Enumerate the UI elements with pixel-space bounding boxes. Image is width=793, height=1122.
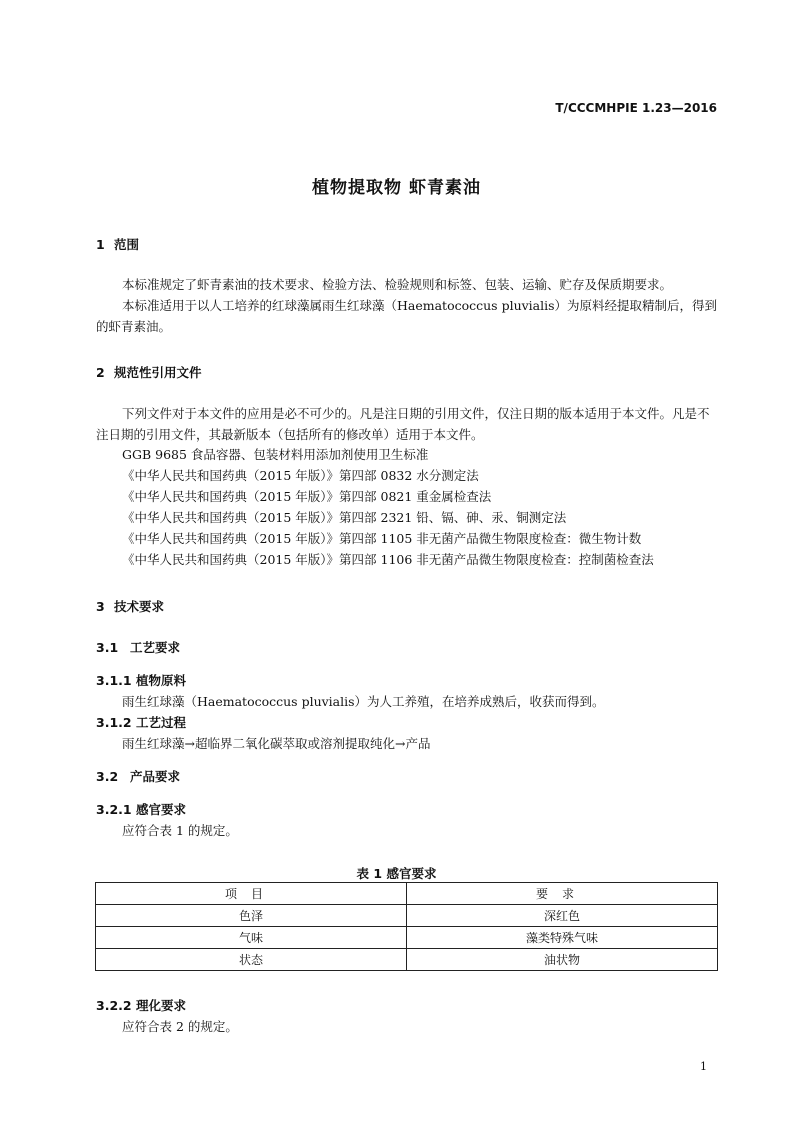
table-header-requirement: 要求 [407, 883, 718, 905]
section-title: 产品要求 [130, 769, 181, 784]
table-cell-item: 气味 [96, 927, 407, 949]
table-1-caption: 表 1 感官要求 [356, 866, 437, 881]
section-title: 技术要求 [114, 599, 165, 614]
section-3-heading [96, 597, 164, 615]
reference-item: 《中华人民共和国药典（2015 年版）》第四部 0832 水分测定法 [122, 468, 479, 483]
table-cell-requirement: 油状物 [407, 949, 718, 971]
table-row [96, 949, 718, 971]
section-title: 工艺要求 [130, 640, 181, 655]
table-row [96, 927, 718, 949]
table-header-item: 项目 [96, 883, 407, 905]
references-intro-text: 下列文件对于本文件的应用是必不可少的。凡是注日期的引用文件，仅注日期的版本适用于本文件。凡是不注日期的引用文件，其最新版本（包括所有的修改单）适用于本文件。 [96, 406, 710, 442]
section-number: 3.2.1 [96, 802, 132, 817]
reference-item: 《中华人民共和国药典（2015 年版）》第四部 1105 非无菌产品微生物限度检查：微生物计数 [122, 531, 642, 546]
section-number: 2 [96, 365, 105, 380]
section-3-1-1-heading [96, 671, 186, 689]
standard-code: T/CCCMHPIE 1.23—2016 [555, 101, 717, 115]
table-row [96, 905, 718, 927]
reference-item: 《中华人民共和国药典（2015 年版）》第四部 2321 铅、镉、砷、汞、铜测定法 [122, 510, 567, 525]
section-number: 3 [96, 599, 105, 614]
section-title: 规范性引用文件 [114, 365, 202, 380]
references-intro [96, 403, 718, 445]
section-1-heading [96, 235, 139, 253]
section-3-2-heading [96, 767, 180, 785]
section-title: 感官要求 [136, 802, 187, 817]
section-number: 3.1.2 [96, 715, 132, 730]
reference-item: 《中华人民共和国药典（2015 年版）》第四部 0821 重金属检查法 [122, 489, 492, 504]
sensory-requirements-table [95, 882, 718, 971]
section-number: 1 [96, 237, 105, 252]
section-title: 工艺过程 [136, 715, 187, 730]
section-2-heading [96, 363, 202, 381]
plant-material-text: 雨生红球藻（Haematococcus pluvialis）为人工养殖，在培养成熟后，收获而得到。 [122, 694, 605, 709]
section-3-1-heading [96, 638, 180, 656]
reference-item: 《中华人民共和国药典（2015 年版）》第四部 1106 非无菌产品微生物限度检查：控制菌检查法 [122, 552, 654, 567]
section-number: 3.1 [96, 640, 119, 655]
page-number: 1 [700, 1060, 707, 1073]
scope-text-1: 本标准规定了虾青素油的技术要求、检验方法、检验规则和标签、包装、运输、贮存及保质期要求。 [122, 277, 673, 292]
section-title: 植物原料 [136, 673, 187, 688]
document-title: 植物提取物 虾青素油 [312, 178, 481, 198]
scope-paragraph-1 [96, 274, 718, 295]
section-title: 理化要求 [136, 998, 187, 1013]
section-number: 3.2 [96, 769, 119, 784]
section-title: 范围 [114, 237, 140, 252]
process-text: 雨生红球藻→超临界二氧化碳萃取或溶剂提取纯化→产品 [122, 736, 431, 751]
table-cell-item: 状态 [96, 949, 407, 971]
table-cell-item: 色泽 [96, 905, 407, 927]
scope-text-2: 本标准适用于以人工培养的红球藻属雨生红球藻（Haematococcus pluvialis）为原料经提取精制后，得到的虾青素油。 [96, 298, 718, 334]
table-header-row [96, 883, 718, 905]
table-cell-requirement: 深红色 [407, 905, 718, 927]
sensory-requirement-text: 应符合表 1 的规定。 [122, 823, 238, 838]
table-cell-requirement: 藻类特殊气味 [407, 927, 718, 949]
section-3-2-2-heading [96, 996, 186, 1014]
section-3-2-1-heading [96, 800, 186, 818]
scope-paragraph-2 [96, 295, 718, 337]
reference-item: GGB 9685 食品容器、包装材料用添加剂使用卫生标准 [122, 447, 429, 462]
section-number: 3.2.2 [96, 998, 132, 1013]
physicochemical-requirement-text: 应符合表 2 的规定。 [122, 1019, 238, 1034]
section-number: 3.1.1 [96, 673, 132, 688]
section-3-1-2-heading [96, 713, 186, 731]
